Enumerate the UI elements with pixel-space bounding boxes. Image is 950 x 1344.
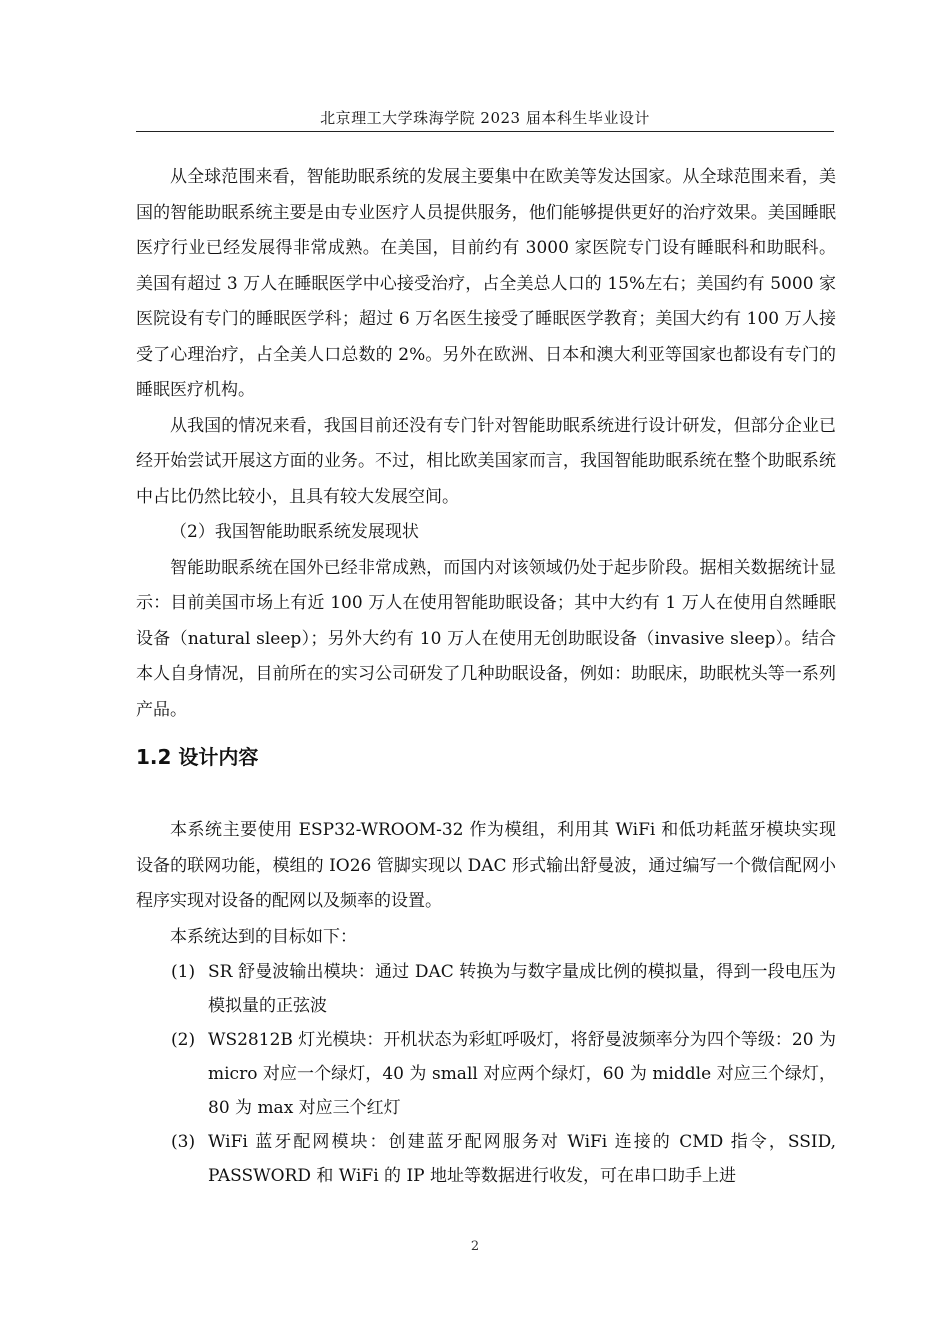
page-number: 2 xyxy=(470,1239,480,1254)
paragraph-system-intro: 本系统主要使用 ESP32-WROOM-32 作为模组，利用其 WiFi 和低功耗蓝牙模块实现设备的联网功能，模组的 IO26 管脚实现以 DAC 形式输出舒曼波，通过编写一个微信配网小程序实现对设备的配网以及频率的设置。 xyxy=(136,820,836,911)
section-2-body xyxy=(136,813,836,1193)
header-divider xyxy=(136,131,834,132)
section-heading-design-content: 1.2 设计内容 xyxy=(136,745,259,769)
page-header: 北京理工大学珠海学院 2023 届本科生毕业设计 xyxy=(320,109,650,127)
paragraph-market-data: 智能助眠系统在国外已经非常成熟，而国内对该领域仍处于起步阶段。据相关数据统计显示：目前美国市场上有近 100 万人在使用智能助眠设备；其中大约有 1 万人在使用自然睡眠设备（natural sleep）；另外大约有 10 万人在使用无创助眠设备（invasive sleep）。结合本人自身情况，目前所在的实习公司研发了几种助眠设备，例如：助眠床，助眠枕头等一系列产品。 xyxy=(136,557,836,720)
paragraph-goals-intro: 本系统达到的目标如下： xyxy=(170,926,357,947)
list-item-number: (1) xyxy=(171,962,196,982)
list-item-number: (2) xyxy=(171,1030,196,1050)
goals-list xyxy=(136,955,836,1193)
section-1-body xyxy=(136,160,836,728)
paragraph-china-situation: 从我国的情况来看，我国目前还没有专门针对智能助眠系统进行设计研发，但部分企业已经开始尝试开展这方面的业务。不过，相比欧美国家而言，我国智能助眠系统在整个助眠系统中占比仍然比较小，且具有较大发展空间。 xyxy=(136,415,836,507)
list-item-text: WiFi 蓝牙配网模块：创建蓝牙配网服务对 WiFi 连接的 CMD 指令，SSID, PASSWORD 和 WiFi 的 IP 地址等数据进行收发，可在串口助手上进 xyxy=(208,1132,836,1186)
list-item xyxy=(136,1023,836,1125)
subheading-china-status: （2）我国智能助眠系统发展现状 xyxy=(170,522,419,542)
list-item-text: SR 舒曼波输出模块：通过 DAC 转换为与数字量成比例的模拟量，得到一段电压为模拟量的正弦波 xyxy=(208,962,836,1016)
list-item xyxy=(136,1125,836,1193)
list-item-text: WS2812B 灯光模块：开机状态为彩虹呼吸灯，将舒曼波频率分为四个等级：20 为 micro 对应一个绿灯，40 为 small 对应两个绿灯，60 为 middle 对应三个绿灯，80 为 max 对应三个红灯 xyxy=(208,1030,836,1118)
list-item-number: (3) xyxy=(171,1132,196,1152)
paragraph-global-overview: 从全球范围来看，智能助眠系统的发展主要集中在欧美等发达国家。从全球范围来看，美国的智能助眠系统主要是由专业医疗人员提供服务，他们能够提供更好的治疗效果。美国睡眠医疗行业已经发展得非常成熟。在美国，目前约有 3000 家医院专门设有睡眠科和助眠科。美国有超过 3 万人在睡眠医学中心接受治疗，占全美总人口的 15%左右；美国约有 5000 家医院设有专门的睡眠医学科；超过 6 万名医生接受了睡眠医学教育；美国大约有 100 万人接受了心理治疗，占全美人口总数的 2%。另外在欧洲、日本和澳大利亚等国家也都设有专门的睡眠医疗机构。 xyxy=(136,167,836,400)
list-item xyxy=(136,955,836,1023)
